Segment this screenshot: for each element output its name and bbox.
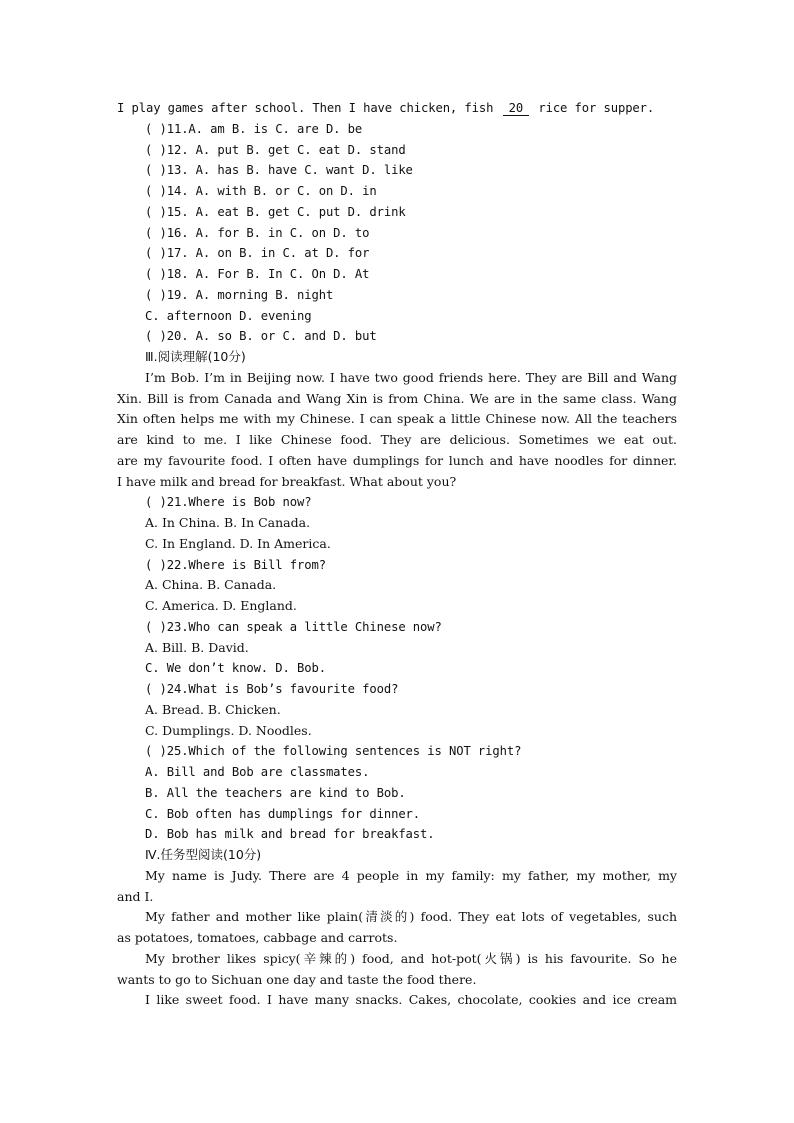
option-14: ( )14. A. with B. or C. on D. in — [145, 184, 377, 198]
question-22-options-ab: A. China. B. Canada. — [145, 577, 277, 593]
reading-passage-line: I’m Bob. I’m in Beijing now. I have two good friends here. They are Bill and Wang — [145, 369, 677, 385]
question-22-options-cd: C. America. D. England. — [145, 598, 297, 613]
question-25-option-c: C. Bob often has dumplings for dinner. — [145, 806, 421, 821]
section-4-heading: Ⅳ.任务型阅读(10分) — [145, 847, 262, 862]
question-25-option-a: A. Bill and Bob are classmates. — [145, 765, 370, 779]
reading-passage-line: are my favourite food. I often have dumplings for lunch and have noodles for dinner. — [117, 452, 677, 468]
option-17: ( )17. A. on B. in C. at D. for — [145, 246, 370, 261]
task-passage-line: My brother likes spicy(辛辣的) food, and hot-pot(火锅) is his favourite. So he — [145, 950, 677, 966]
worksheet-page — [117, 98, 677, 1011]
reading-passage-line: I have milk and bread for breakfast. What about you? — [117, 473, 457, 489]
question-21-options-ab: A. In China. B. In Canada. — [145, 515, 311, 530]
option-12: ( )12. A. put B. get C. eat D. stand — [145, 142, 406, 157]
question-25: ( )25.Which of the following sentences is NOT right? — [145, 744, 522, 759]
option-19-cont: C. afternoon D. evening — [145, 308, 312, 323]
question-24-options-ab: A. Bread. B. Chicken. — [145, 701, 281, 717]
section-3-heading: Ⅲ.阅读理解(10分) — [145, 349, 246, 364]
option-15: ( )15. A. eat B. get C. put D. drink — [145, 204, 406, 219]
task-passage-line: My father and mother like plain(清淡的) food. They eat lots of vegetables, such — [145, 909, 677, 925]
option-19: ( )19. A. morning B. night — [145, 287, 334, 302]
option-20: ( )20. A. so B. or C. and D. but — [145, 329, 377, 344]
option-13: ( )13. A. has B. have C. want D. like — [145, 163, 413, 178]
question-25-option-d: D. Bob has milk and bread for breakfast. — [145, 827, 435, 842]
option-11: ( )11.A. am B. is C. are D. be — [145, 121, 363, 136]
reading-passage-line: Xin often helps me with my Chinese. I can speak a little Chinese now. All the teachers — [117, 411, 677, 427]
question-22: ( )22.Where is Bill from? — [145, 557, 326, 572]
question-24: ( )24.What is Bob’s favourite food? — [145, 682, 399, 696]
question-23-options-ab: A. Bill. B. David. — [145, 639, 249, 655]
task-passage-line: wants to go to Sichuan one day and taste the food there. — [117, 971, 477, 987]
cloze-text-after: rice for supper. — [538, 101, 655, 115]
task-passage-line: I like sweet food. I have many snacks. Cakes, chocolate, cookies and ice cream — [145, 992, 677, 1008]
question-24-options-cd: C. Dumplings. D. Noodles. — [145, 722, 312, 738]
task-passage-line: and I. — [117, 888, 154, 904]
question-25-option-b: B. All the teachers are kind to Bob. — [145, 785, 406, 800]
cloze-last-sentence — [117, 98, 677, 119]
question-21-options-cd: C. In England. D. In America. — [145, 535, 331, 551]
task-passage-line: as potatoes, tomatoes, cabbage and carrots. — [117, 930, 398, 945]
option-16: ( )16. A. for B. in C. on D. to — [145, 225, 370, 240]
question-23: ( )23.Who can speak a little Chinese now? — [145, 619, 442, 634]
task-passage-line: My name is Judy. There are 4 people in my family: my father, my mother, my — [145, 867, 677, 883]
question-23-options-cd: C. We don’t know. D. Bob. — [145, 661, 326, 676]
option-18: ( )18. A. For B. In C. On D. At — [145, 267, 370, 281]
question-21: ( )21.Where is Bob now? — [145, 495, 312, 510]
reading-passage-line: Xin. Bill is from Canada and Wang Xin is from China. We are in the same class. Wang — [117, 390, 677, 406]
blank-20: 20 — [503, 101, 529, 116]
cloze-text-before: I play games after school. Then I have chicken, fish — [117, 101, 494, 115]
reading-passage-line: are kind to me. I like Chinese food. They are delicious. Sometimes we eat out. — [117, 432, 677, 447]
